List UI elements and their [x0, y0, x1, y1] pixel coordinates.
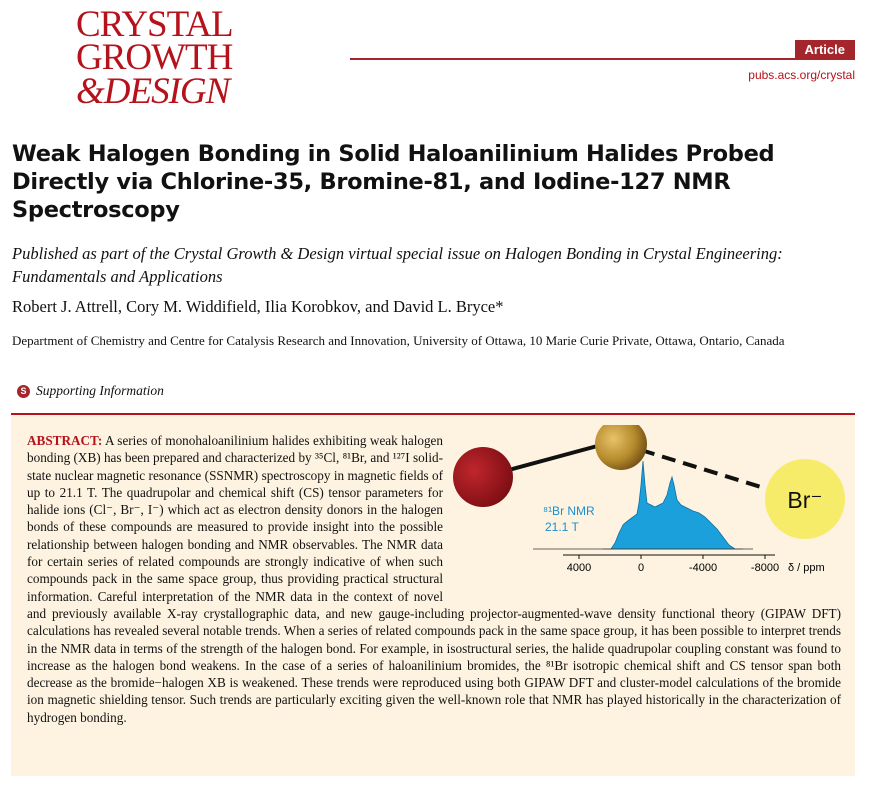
spectrum-label-field: 21.1 T — [545, 520, 579, 534]
bromide-ion-label: Br⁻ — [787, 487, 823, 513]
x-tick-label: -8000 — [750, 562, 780, 574]
abstract-text — [27, 432, 841, 726]
abstract-label: ABSTRACT: — [27, 433, 103, 448]
affiliation: Department of Chemistry and Centre for Catalysis Research and Innovation, University of Ottawa, 10 Marie Curie Private, Ottawa, Ontario, Canada — [12, 333, 785, 348]
header-rule — [350, 58, 855, 60]
supporting-info-label: Supporting Information — [36, 383, 164, 398]
abstract-box — [11, 413, 855, 776]
logo-line-3: &DESIGN — [76, 70, 230, 112]
x-tick-label: 4000 — [566, 562, 592, 574]
x-tick-label: 0 — [637, 562, 645, 574]
article-type-badge: Article — [795, 40, 855, 60]
abstract-body: A series of monohaloanilinium halides exhibiting weak halogen bonding (XB) has been prepared and characterized by ³⁵Cl, ⁸¹Br, and ¹²⁷I solid-state nuclear magnetic resonance (SSNMR) spectroscopy in magnetic fields of up to 21.1 T. The quadrupolar and chemical shift (CS) tensor parameters for halide ions (Cl⁻, Br⁻, I⁻) which act as electron density donors in the halogen bonds of these compounds are measured to provide insight into the possible relationship between halogen bonding and NMR observables. The NMR data for certain series of related compounds are strongly indicative of when such compounds pack in the same space group, thus providing practical structural information. Careful interpretation of the NMR data in the context of novel and previously available X-ray crystallographic data, and new gauge-including projector-augmented-wave density functional theory (GIPAW DFT) calculations has revealed several notable trends. When a series of related compounds pack in the same space group, it has been possible to interpret trends in the NMR data in terms of the strength of the halogen bond. For example, in isostructural series, the halide quadrupolar coupling constant was found to increase as the halogen bond weakens. In the case of a series of haloanilinium bromides, the ⁸¹Br isotropic chemical shift and CS tensor span both decrease as the bromide−halogen XB is weakened. These trends were reproduced using both GIPAW DFT and cluster-model calculations of the bromide ion magnetic shielding tensor. Such trends are particularly exciting given the well-known role that NMR has played historically in the characterization of hydrogen bonding. — [27, 433, 841, 725]
logo-line-2: GROWTH — [76, 37, 233, 79]
journal-url[interactable]: pubs.acs.org/crystal — [748, 68, 855, 82]
x-axis-ticks — [579, 555, 765, 559]
logo-line-1: CRYSTAL — [76, 4, 233, 45]
gold-sphere — [595, 425, 647, 470]
halogen-bond-dashed-line — [641, 450, 761, 487]
journal-logo — [76, 4, 276, 112]
supporting-info-icon: S — [17, 385, 30, 398]
nmr-spectrum-peak — [603, 461, 743, 549]
supporting-information-link[interactable] — [17, 383, 164, 399]
spectrum-label-nucleus: ⁸¹Br NMR — [543, 504, 595, 518]
author-list: Robert J. Attrell, Cory M. Widdifield, Ilia Korobkov, and David L. Bryce* — [12, 297, 504, 316]
paper-title: Weak Halogen Bonding in Solid Haloanilinium Halides Probed Directly via Chlorine-35, Bromine-81, and Iodine-127 NMR Spectroscopy — [12, 141, 775, 223]
special-issue-note: Published as part of the Crystal Growth & Design virtual special issue on Halogen Bonding in Crystal Engineering: Fundamentals and Applications — [12, 244, 783, 286]
x-tick-label: -4000 — [688, 562, 718, 574]
toc-graphic — [453, 425, 845, 585]
red-sphere — [453, 447, 513, 507]
x-axis-unit-label: δ / ppm — [788, 562, 825, 574]
